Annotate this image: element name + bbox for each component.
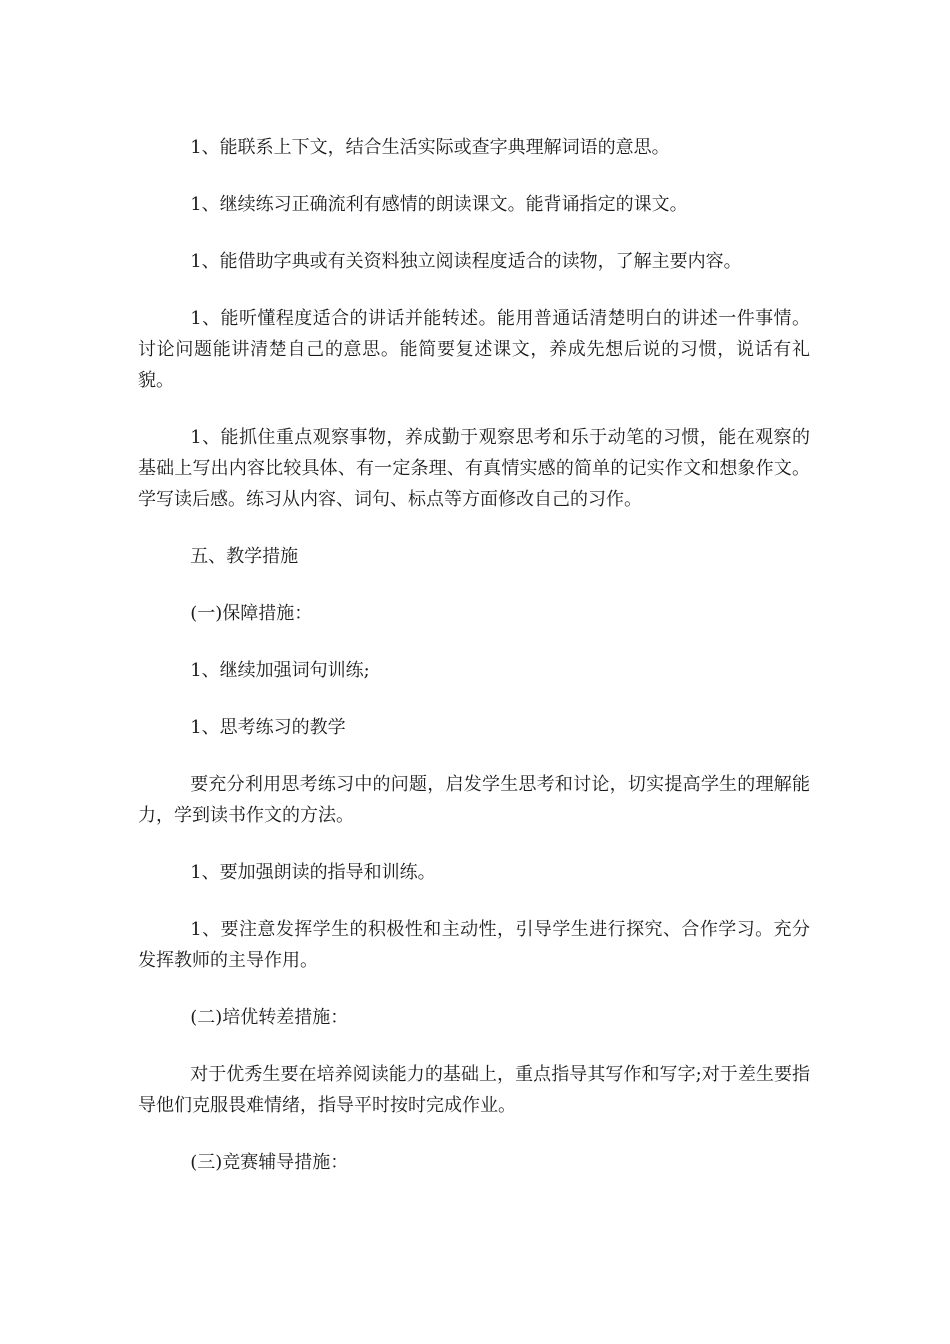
subheading-tutoring-measures: (二)培优转差措施：: [190, 1007, 349, 1028]
paragraph-student-initiative: 1、要注意发挥学生的积极性和主动性，引导学生进行探究、合作学习。充分发挥教师的主导作用。: [138, 919, 810, 971]
paragraph-tutoring-details: 对于优秀生要在培养阅读能力的基础上，重点指导其写作和写字;对于差生要指导他们克服畏难情绪，指导平时按时完成作业。: [138, 1064, 810, 1116]
section-heading-teaching-measures: 五、教学措施: [190, 546, 299, 567]
paragraph-goal-independent-reading: 1、能借助字典或有关资料独立阅读程度适合的读物，了解主要内容。: [190, 251, 742, 272]
paragraph-goal-writing: 1、能抓住重点观察事物，养成勤于观察思考和乐于动笔的习惯，能在观察的基础上写出内容比较具体、有一定条理、有真情实感的简单的记实作文和想象作文。学写读后感。练习从内容、词句、标点等方面修改自己的习作。: [138, 427, 810, 510]
document-body: [138, 132, 810, 1204]
paragraph-goal-vocabulary: 1、能联系上下文，结合生活实际或查字典理解词语的意思。: [190, 137, 670, 158]
paragraph-goal-reading-aloud: 1、继续练习正确流利有感情的朗读课文。能背诵指定的课文。: [190, 194, 688, 215]
paragraph-thinking-exercises: 1、思考练习的教学: [190, 717, 346, 738]
subheading-guarantee-measures: (一)保障措施：: [190, 603, 313, 624]
paragraph-reading-aloud-guidance: 1、要加强朗读的指导和训练。: [190, 862, 436, 883]
subheading-competition-measures: (三)竞赛辅导措施：: [190, 1152, 349, 1173]
paragraph-goal-speaking: 1、能听懂程度适合的讲话并能转述。能用普通话清楚明白的讲述一件事情。讨论问题能讲清楚自己的意思。能简要复述课文，养成先想后说的习惯，说话有礼貌。: [138, 308, 810, 391]
paragraph-word-sentence-training: 1、继续加强词句训练;: [190, 660, 370, 681]
paragraph-use-questions: 要充分利用思考练习中的问题，启发学生思考和讨论，切实提高学生的理解能力，学到读书作文的方法。: [138, 774, 810, 826]
